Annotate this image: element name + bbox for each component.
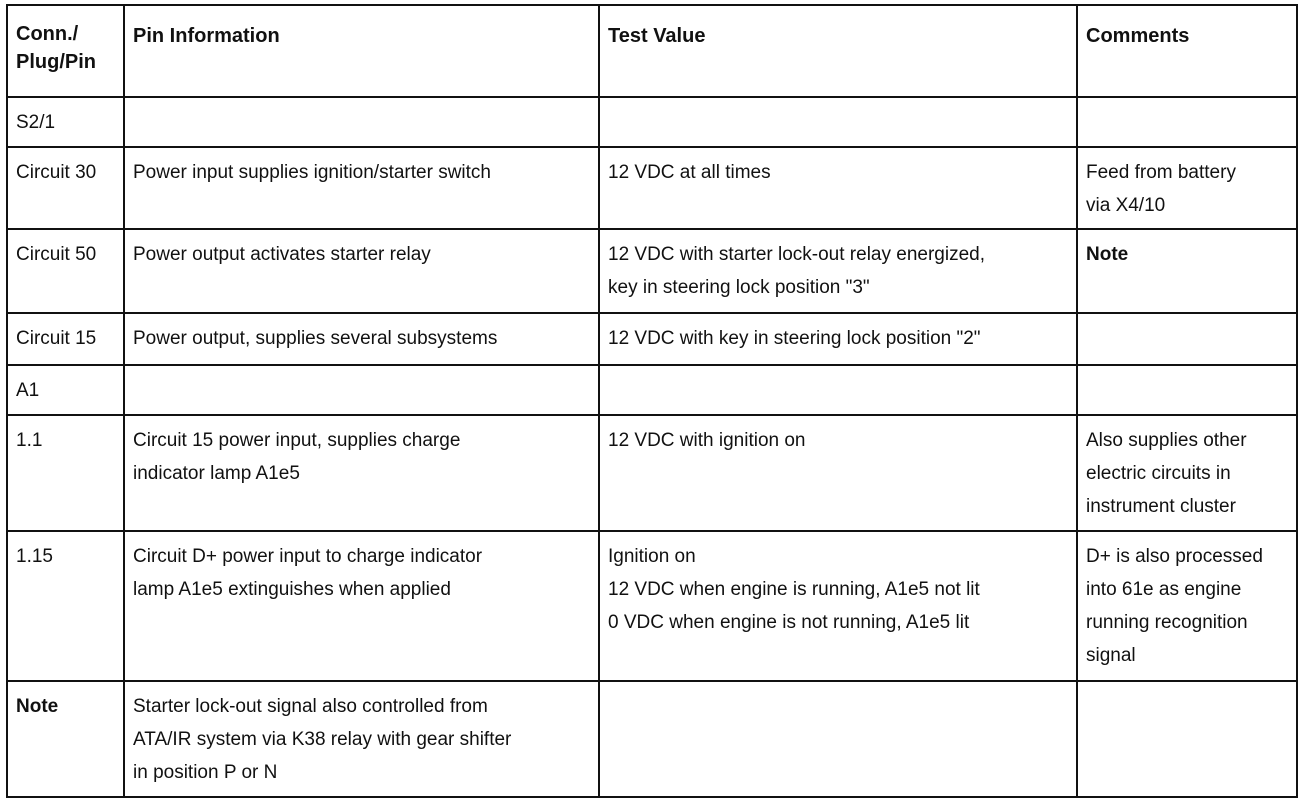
cell-test-value: 12 VDC with starter lock-out relay energized, key in steering lock position "3" xyxy=(599,229,1077,313)
cell-pin-info: Starter lock-out signal also controlled from ATA/IR system via K38 relay with gear shifter in position P or N xyxy=(124,681,599,797)
cell-conn: 1.1 xyxy=(7,415,124,531)
cell-test-value xyxy=(599,681,1077,797)
cell-pin-info: Power output activates starter relay xyxy=(124,229,599,313)
cell-conn: A1 xyxy=(7,365,124,415)
cell-test-value: 12 VDC with key in steering lock position "2" xyxy=(599,313,1077,365)
cell-comments xyxy=(1077,681,1297,797)
cell-test-value: 12 VDC at all times xyxy=(599,147,1077,229)
pin-test-table xyxy=(6,4,1298,798)
cell-comments xyxy=(1077,229,1297,313)
cell-comments xyxy=(1077,97,1297,147)
table-header-row xyxy=(7,5,1297,97)
cell-comments: Also supplies other electric circuits in instrument cluster xyxy=(1077,415,1297,531)
cell-test-value xyxy=(599,97,1077,147)
note-label: Note xyxy=(1086,244,1129,265)
table-row xyxy=(7,681,1297,797)
cell-test-value: Ignition on 12 VDC when engine is running, A1e5 not lit 0 VDC when engine is not running, A1e5 lit xyxy=(599,531,1077,681)
header-conn-plug-pin: Conn./ Plug/Pin xyxy=(7,5,124,97)
table-row xyxy=(7,365,1297,415)
cell-conn: Circuit 30 xyxy=(7,147,124,229)
cell-pin-info xyxy=(124,97,599,147)
cell-conn: Note xyxy=(7,681,124,797)
header-pin-information: Pin Information xyxy=(124,5,599,97)
cell-comments: Feed from battery via X4/10 xyxy=(1077,147,1297,229)
table-row xyxy=(7,229,1297,313)
cell-conn: Circuit 50 xyxy=(7,229,124,313)
table-row xyxy=(7,531,1297,681)
cell-conn: S2/1 xyxy=(7,97,124,147)
cell-conn: Circuit 15 xyxy=(7,313,124,365)
table-row xyxy=(7,147,1297,229)
cell-comments xyxy=(1077,313,1297,365)
header-test-value: Test Value xyxy=(599,5,1077,97)
table-row xyxy=(7,313,1297,365)
cell-pin-info: Power input supplies ignition/starter switch xyxy=(124,147,599,229)
table-row xyxy=(7,97,1297,147)
cell-test-value: 12 VDC with ignition on xyxy=(599,415,1077,531)
cell-comments: D+ is also processed into 61e as engine running recognition signal xyxy=(1077,531,1297,681)
cell-pin-info: Power output, supplies several subsystems xyxy=(124,313,599,365)
cell-pin-info xyxy=(124,365,599,415)
cell-test-value xyxy=(599,365,1077,415)
table-row xyxy=(7,415,1297,531)
header-comments: Comments xyxy=(1077,5,1297,97)
pin-test-table-sheet xyxy=(6,4,1296,798)
cell-pin-info: Circuit D+ power input to charge indicator lamp A1e5 extinguishes when applied xyxy=(124,531,599,681)
cell-pin-info: Circuit 15 power input, supplies charge indicator lamp A1e5 xyxy=(124,415,599,531)
cell-conn: 1.15 xyxy=(7,531,124,681)
cell-comments xyxy=(1077,365,1297,415)
